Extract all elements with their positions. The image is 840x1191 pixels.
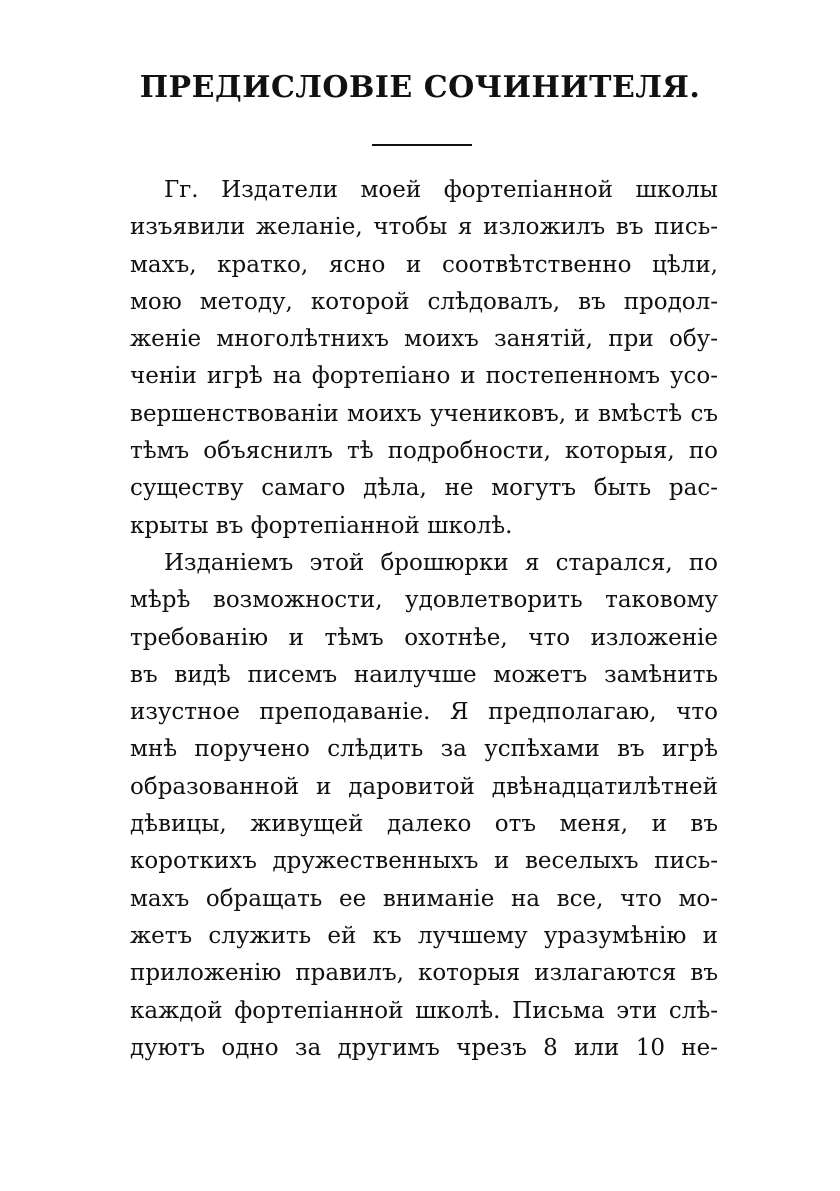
text-line: Гг. Издатели моей фортепіанной школы bbox=[164, 177, 718, 203]
text-line: жетъ служить ей къ лучшему уразумѣнію и bbox=[130, 922, 718, 949]
text-line: образованной и даровитой двѣнадцатилѣтней bbox=[130, 773, 718, 800]
text-line: женіе многолѣтнихъ моихъ занятій, при обу- bbox=[130, 326, 718, 353]
paragraph-2 bbox=[130, 545, 718, 1067]
text-line: существу самаго дѣла, не могутъ быть рас- bbox=[130, 475, 718, 502]
text-line: приложенію правилъ, которыя излагаются въ bbox=[130, 960, 718, 987]
text-line: тѣмъ объяснилъ тѣ подробности, которыя, по bbox=[130, 438, 718, 465]
text-line: каждой фортепіанной школѣ. Письма эти слѣ- bbox=[130, 997, 718, 1024]
paragraph-1 bbox=[130, 172, 718, 545]
body-text bbox=[130, 172, 718, 1067]
text-line: короткихъ дружественныхъ и веселыхъ пись- bbox=[130, 848, 718, 875]
text-line: требованію и тѣмъ охотнѣе, что изложеніе bbox=[130, 624, 718, 651]
text-line: изустное преподаваніе. Я предполагаю, что bbox=[130, 699, 718, 726]
page-title: ПРЕДИСЛОВІЕ СОЧИНИТЕЛЯ. bbox=[139, 70, 701, 105]
text-line: мою методу, которой слѣдовалъ, въ продол- bbox=[130, 288, 718, 315]
text-line: дуютъ одно за другимъ чрезъ 8 или 10 не- bbox=[130, 1034, 718, 1061]
text-line: изъявили желаніе, чтобы я изложилъ въ пись- bbox=[130, 214, 718, 241]
text-line: мѣрѣ возможности, удовлетворить таковому bbox=[130, 587, 718, 614]
text-line: мнѣ поручено слѣдить за успѣхами въ игрѣ bbox=[130, 736, 718, 763]
text-line: въ видѣ писемъ наилучше можетъ замѣнить bbox=[130, 661, 718, 688]
text-line: махъ обращать ее вниманіе на все, что мо- bbox=[130, 885, 718, 912]
text-line: дѣвицы, живущей далеко отъ меня, и въ bbox=[130, 811, 718, 838]
title-divider bbox=[372, 144, 472, 146]
text-line: Изданіемъ этой брошюрки я старался, по bbox=[164, 549, 718, 576]
text-line: махъ, кратко, ясно и соотвѣтственно цѣли, bbox=[130, 251, 718, 278]
text-line: вершенствованіи моихъ учениковъ, и вмѣстѣ съ bbox=[130, 400, 718, 427]
text-line: ченіи игрѣ на фортепіано и постепенномъ усо- bbox=[130, 363, 718, 390]
text-line: крыты въ фортепіанной школѣ. bbox=[130, 512, 513, 539]
